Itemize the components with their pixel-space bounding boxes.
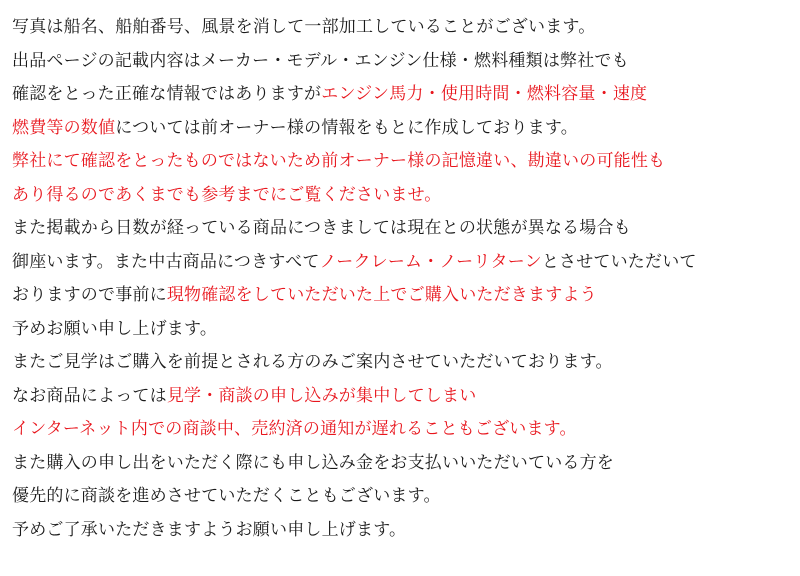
emphasis-text: 燃費等の数値 [12, 117, 116, 137]
notice-line [12, 44, 788, 78]
notice-line [12, 446, 788, 480]
body-text: おりますので事前に [12, 285, 167, 304]
body-text: 予めご了承いただきますようお願い申し上げます。 [12, 519, 407, 539]
body-text: 写真は船名、船舶番号、風景を消して一部加工していることがございます。 [12, 17, 596, 36]
body-text: 優先的に商談を進めさせていただくこともございます。 [12, 486, 441, 505]
notice-line [12, 278, 788, 312]
body-text: 御座います。また中古商品につきすべて [12, 251, 320, 271]
body-text: また掲載から日数が経っている商品につきましては現在との状態が異なる場合も [12, 218, 631, 237]
body-text: については前オーナー様の情報をもとに作成しております。 [115, 117, 578, 137]
emphasis-text: 弊社にて確認をとったものではないため前オーナー様の記憶違い、勘違いの可能性も [12, 151, 666, 170]
notice-line [12, 111, 788, 145]
emphasis-text: インターネット内での商談中、売約済の通知が遅れることもございます。 [12, 419, 577, 438]
notice-line [12, 479, 788, 513]
notice-line [12, 77, 788, 111]
emphasis-text: 見学・商談の申し込みが集中してしまい [166, 385, 477, 405]
body-text: とさせていただいて [541, 251, 697, 271]
body-text: またご見学はご購入を前提とされる方のみご案内させていただいております。 [12, 352, 613, 371]
body-text: また購入の申し出をいただく際にも申し込み金をお支払いいただいている方を [12, 452, 614, 472]
body-text: 予めお願い申し上げます。 [12, 318, 218, 338]
notice-line [12, 412, 788, 446]
notice-line [12, 144, 788, 178]
notice-line [12, 379, 788, 413]
notice-line [12, 312, 788, 346]
emphasis-text: 現物確認をしていただいた上でご購入いただきますよう [166, 285, 597, 304]
emphasis-text: エンジン馬力・使用時間・燃料容量・速度 [321, 84, 648, 103]
emphasis-text: あり得るのであくまでも参考までにご覧くださいませ。 [12, 184, 442, 204]
notice-line [12, 345, 788, 379]
notice-line [12, 10, 788, 44]
body-text: なお商品によっては [12, 385, 167, 405]
body-text: 出品ページの記載内容はメーカー・モデル・エンジン仕様・燃料種類は弊社でも [12, 50, 629, 70]
notice-line [12, 211, 788, 245]
body-text: 確認をとった正確な情報ではありますが [12, 84, 322, 103]
notice-line [12, 245, 788, 279]
notice-line [12, 513, 788, 547]
emphasis-text: ノークレーム・ノーリターン [319, 251, 542, 271]
notice-line [12, 178, 788, 212]
